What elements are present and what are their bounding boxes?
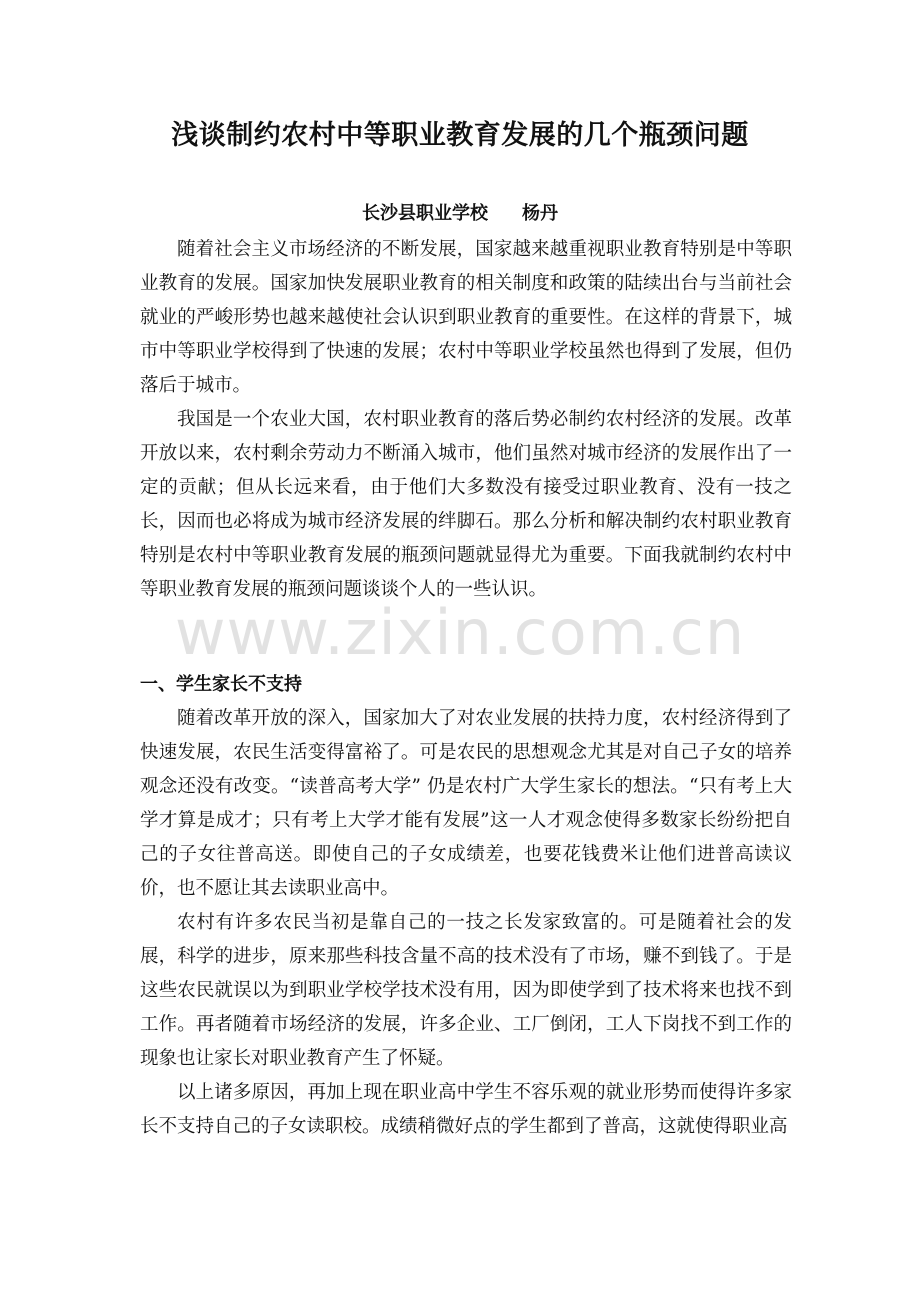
- intro-paragraph-1: 随着社会主义市场经济的不断发展，国家越来越重视职业教育特别是中等职业教育的发展。国家加快发展职业教育的相关制度和政策的陆续出台与当前社会就业的严峻形势也越来越使社会认识到职业教育的重要性。在这样的背景下，城市中等职业学校得到了快速的发展；农村中等职业学校虽然也得到了发展，但仍落后于城市。: [140, 239, 792, 396]
- author-name: 杨丹: [522, 203, 558, 224]
- watermark: www.zixin.com.cn: [174, 596, 746, 669]
- section-one-heading: 一、学生家长不支持: [140, 674, 302, 695]
- section-one-paragraph-1: 随着改革开放的深入，国家加大了对农业发展的扶持力度，农村经济得到了快速发展，农民生活变得富裕了。可是农民的思想观念尤其是对自己子女的培养观念还没有改变。“读普高考大学” 仍是农村广大学生家长的想法。“只有考上大学才算是成才；只有考上大学才能有发展”这一人才观念使得多数家长纷纷把自己的子女往普高送。即使自己的子女成绩差，也要花钱费米让他们进普高读议价，也不愿让其去读职业高中。: [140, 708, 792, 899]
- author-byline: [0, 199, 920, 229]
- document-title: 浅谈制约农村中等职业教育发展的几个瓶颈问题: [171, 120, 749, 151]
- author-school: 长沙县职业学校: [362, 203, 488, 224]
- intro-paragraph-2: 我国是一个农业大国，农村职业教育的落后势必制约农村经济的发展。改革开放以来，农村剩余劳动力不断涌入城市，他们虽然对城市经济的发展作出了一定的贡献；但从长远来看，由于他们大多数没有接受过职业教育、没有一技之长，因而也必将成为城市经济发展的绊脚石。那么分析和解决制约农村职业教育特别是农村中等职业教育发展的瓶颈问题就显得尤为重要。下面我就制约农村中等职业教育发展的瓶颈问题谈谈个人的一些认识。: [140, 409, 792, 600]
- section-one-paragraph-2: 农村有许多农民当初是靠自己的一技之长发家致富的。可是随着社会的发展，科学的进步，原来那些科技含量不高的技术没有了市场，赚不到钱了。于是这些农民就误以为到职业学校学技术没有用，因为即使学到了技术将来也找不到工作。再者随着市场经济的发展，许多企业、工厂倒闭，工人下岗找不到工作的现象也让家长对职业教育产生了怀疑。: [140, 912, 792, 1069]
- section-one-paragraph-3: 以上诸多原因，再加上现在职业高中学生不容乐观的就业形势而使得许多家长不支持自己的子女读职校。成绩稍微好点的学生都到了普高，这就使得职业高: [140, 1082, 792, 1137]
- intro-section: [140, 233, 792, 607]
- section-one: [140, 668, 792, 1144]
